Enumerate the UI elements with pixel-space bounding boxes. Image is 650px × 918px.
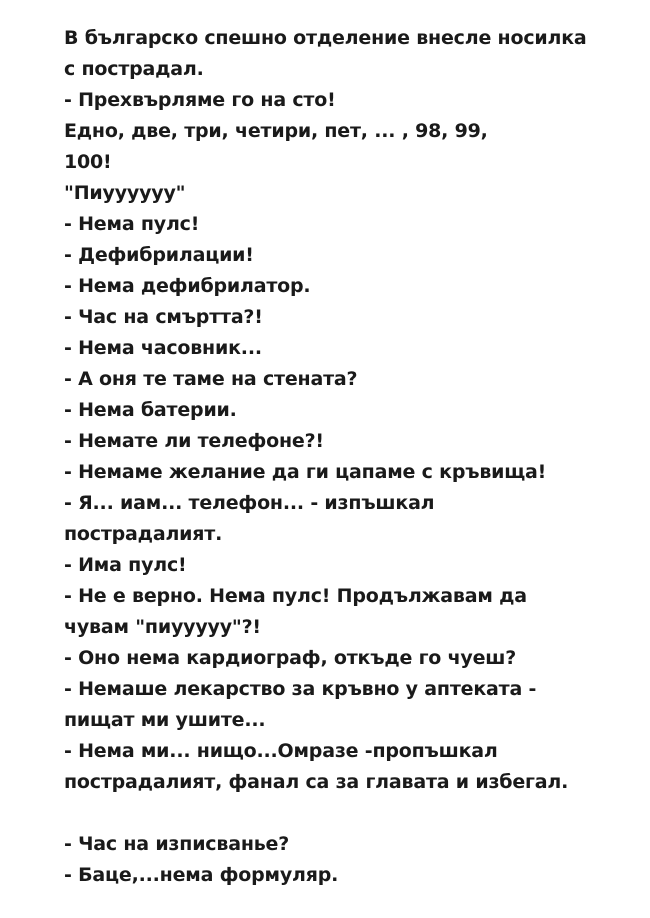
text-line: Едно, две, три, четири, пет, ... , 98, 99, bbox=[64, 120, 488, 142]
text-line: В българско спешно отделение внесле носилка bbox=[64, 27, 587, 49]
text-line: - Баце,...нема формуляр. bbox=[64, 864, 339, 886]
text-line: - Час на смъртта?! bbox=[64, 306, 263, 328]
text-line: пищат ми ушите... bbox=[64, 709, 266, 731]
text-line: - Има пулс! bbox=[64, 554, 187, 576]
text-line: - Нема пулс! bbox=[64, 213, 200, 235]
text-line: - Нема дефибрилатор. bbox=[64, 275, 311, 297]
text-line: - Я... иам... телефон... - изпъшкал bbox=[64, 492, 435, 514]
text-line: - Нема ми... нищо...Омразе -пропъшкал bbox=[64, 740, 498, 762]
text-line: - Оно нема кардиограф, откъде го чуеш? bbox=[64, 647, 517, 669]
text-line: пострадалият. bbox=[64, 523, 223, 545]
text-line: - Немате ли телефоне?! bbox=[64, 430, 324, 452]
joke-text bbox=[64, 23, 634, 891]
text-line: с пострадал. bbox=[64, 58, 204, 80]
text-line: "Пиуууууу" bbox=[64, 182, 186, 204]
text-line: - Нема батерии. bbox=[64, 399, 237, 421]
text-line: пострадалият, фанал са за главата и избегал. bbox=[64, 771, 569, 793]
text-line: - Дефибрилации! bbox=[64, 244, 254, 266]
text-line: чувам "пиууууу"?! bbox=[64, 616, 261, 638]
text-line: - Не е верно. Нема пулс! Продължавам да bbox=[64, 585, 527, 607]
text-line: - Час на изписванье? bbox=[64, 833, 290, 855]
text-line: - Немаме желание да ги цапаме с кръвища! bbox=[64, 461, 547, 483]
text-line: - Прехвърляме го на сто! bbox=[64, 89, 336, 111]
text-line: - А оня те таме на стената? bbox=[64, 368, 358, 390]
text-line: - Нема часовник... bbox=[64, 337, 262, 359]
text-line: 100! bbox=[64, 151, 112, 173]
text-line: - Немаше лекарство за кръвно у аптеката - bbox=[64, 678, 537, 700]
blank-line bbox=[64, 798, 634, 829]
